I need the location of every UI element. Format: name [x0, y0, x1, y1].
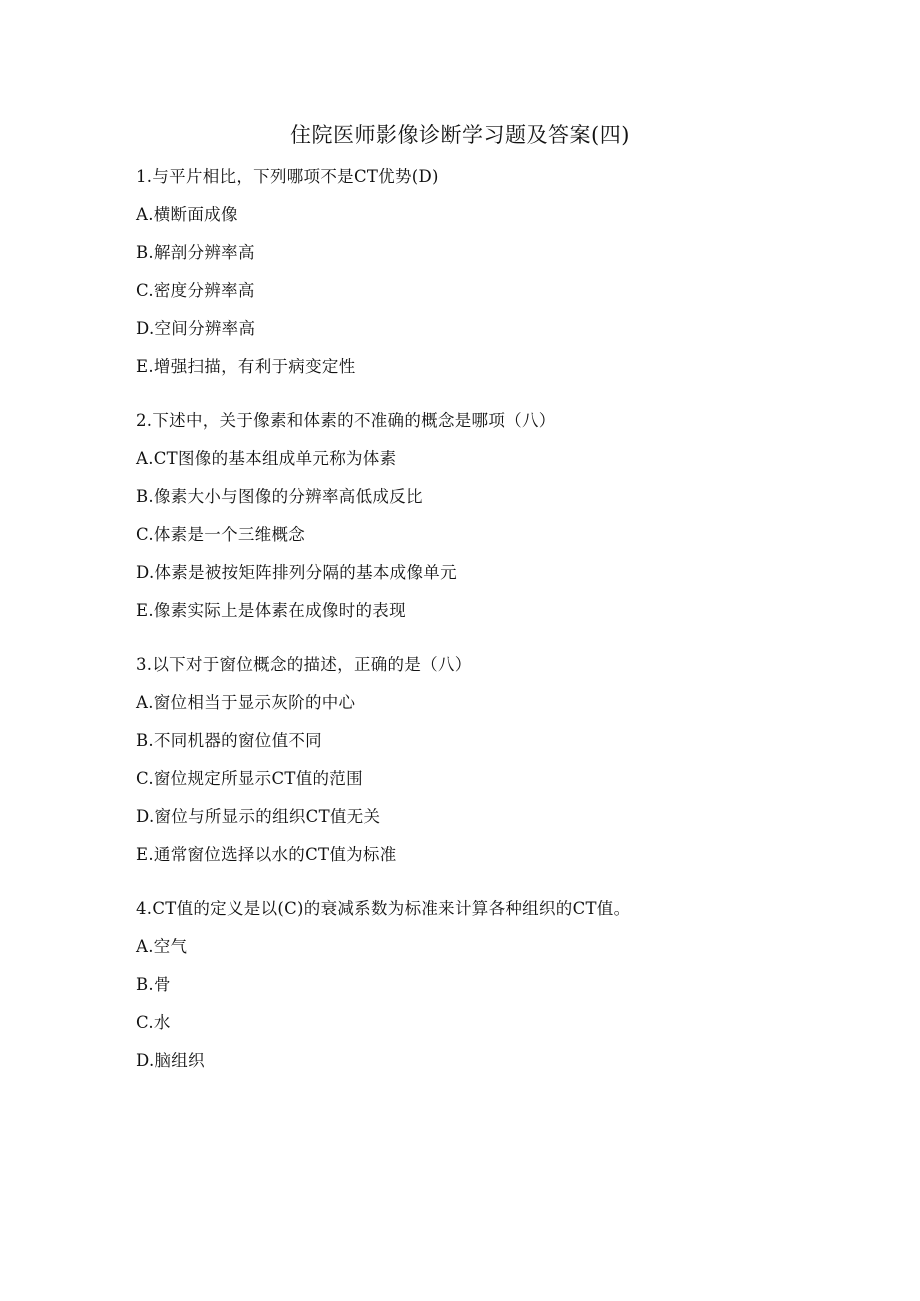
- question-text: 3.以下对于窗位概念的描述，正确的是（八）: [136, 655, 472, 674]
- option-b: B.像素大小与图像的分辨率高低成反比: [136, 487, 423, 506]
- question-text: 4.CT值的定义是以(C)的衰减系数为标准来计算各种组织的CT值。: [136, 899, 631, 918]
- question-list: [136, 164, 656, 1102]
- question-text: 2.下述中，关于像素和体素的不准确的概念是哪项（八）: [136, 411, 556, 430]
- option-a: A.空气: [136, 937, 188, 956]
- option-b: B.不同机器的窗位值不同: [136, 731, 322, 750]
- option-d: D.体素是被按矩阵排列分隔的基本成像单元: [136, 563, 457, 582]
- question-2: [136, 408, 656, 623]
- question-1: [136, 164, 656, 379]
- option-a: A.横断面成像: [136, 205, 238, 224]
- option-a: A.窗位相当于显示灰阶的中心: [136, 693, 356, 712]
- option-b: B.骨: [136, 975, 171, 994]
- option-e: E.增强扫描，有利于病变定性: [136, 357, 356, 376]
- option-c: C.水: [136, 1013, 171, 1032]
- document-title: 住院医师影像诊断学习题及答案(四): [290, 123, 630, 147]
- option-d: D.脑组织: [136, 1051, 205, 1070]
- question-3: [136, 652, 656, 867]
- option-a: A.CT图像的基本组成单元称为体素: [136, 449, 397, 468]
- question-text: 1.与平片相比，下列哪项不是CT优势(D): [136, 167, 439, 186]
- option-c: C.窗位规定所显示CT值的范围: [136, 769, 363, 788]
- option-e: E.通常窗位选择以水的CT值为标准: [136, 845, 397, 864]
- option-e: E.像素实际上是体素在成像时的表现: [136, 601, 406, 620]
- option-c: C.密度分辨率高: [136, 281, 255, 300]
- option-d: D.空间分辨率高: [136, 319, 256, 338]
- option-c: C.体素是一个三维概念: [136, 525, 306, 544]
- option-d: D.窗位与所显示的组织CT值无关: [136, 807, 381, 826]
- question-4: [136, 896, 656, 1073]
- option-b: B.解剖分辨率高: [136, 243, 255, 262]
